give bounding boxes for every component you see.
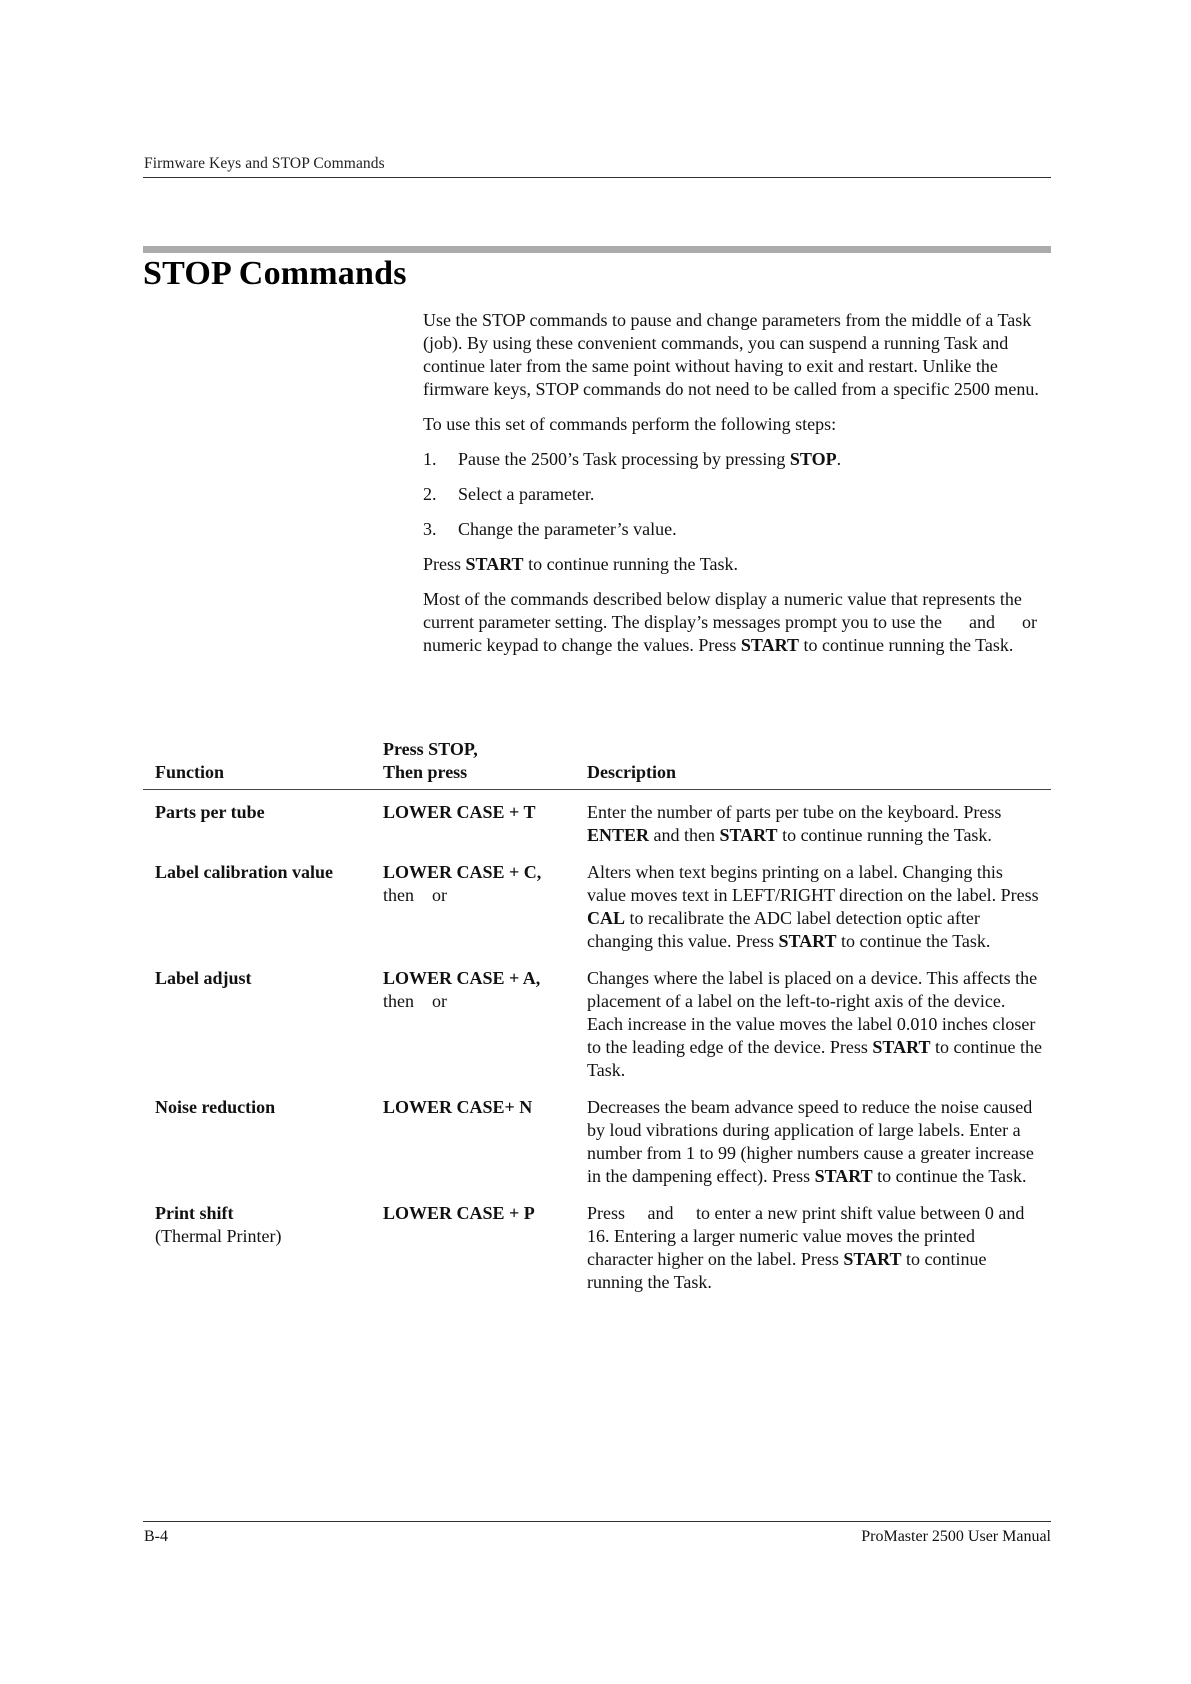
function-cell	[155, 967, 383, 1082]
page-title: STOP Commands	[143, 255, 407, 292]
description-text: Alters when text begins printing on a label. Changing this value moves text in LEFT/RIGHT direction on the label. Press	[587, 862, 1044, 905]
step-number: 2.	[423, 484, 437, 504]
key-cell	[383, 1096, 587, 1188]
function-cell	[155, 801, 383, 847]
steps-list	[423, 448, 1063, 541]
step-item	[423, 518, 1063, 541]
key-cell	[383, 801, 587, 847]
manual-title: ProMaster 2500 User Manual	[861, 1528, 1051, 1545]
function-cell	[155, 1096, 383, 1188]
key-name: ENTER	[587, 825, 650, 845]
steps-lead: To use this set of commands perform the following steps:	[423, 414, 837, 434]
step-text: Pause the 2500’s Task processing by pressing STOP.	[458, 449, 842, 469]
body-column	[423, 309, 1063, 657]
step-item	[423, 483, 1063, 506]
description-text: to continue running the Task.	[587, 1249, 991, 1292]
function-subtitle: (Thermal Printer)	[155, 1226, 282, 1246]
table-row	[155, 1096, 1051, 1188]
function-name: Label calibration value	[155, 862, 334, 882]
running-head: Firmware Keys and STOP Commands	[144, 155, 385, 172]
key-cell	[383, 861, 587, 953]
key-combo: LOWER CASE + C,	[383, 862, 542, 882]
function-cell	[155, 1202, 383, 1294]
table-header-rule	[143, 789, 1051, 790]
function-name: Parts per tube	[155, 802, 265, 822]
key-cell	[383, 967, 587, 1082]
table-body	[155, 801, 1051, 1294]
header-description: Description	[587, 762, 676, 782]
function-name: Noise reduction	[155, 1097, 276, 1117]
section-title-bar	[143, 246, 1051, 253]
description-cell	[587, 1096, 1051, 1188]
header-press: Press STOP, Then press	[383, 739, 478, 782]
key-combo: LOWER CASE + A,	[383, 968, 541, 988]
description-text: to recalibrate the ADC label detection optic after changing this value. Press	[587, 908, 985, 951]
description-text: to continue running the Task.	[777, 825, 992, 845]
key-name: CAL	[587, 908, 626, 928]
description-text: to continue the Task.	[836, 931, 991, 951]
note-paragraph: Most of the commands described below display a numeric value that represents the current parameter setting. The display’s messages prompt you to use the and or numeric keypad to change the values. Press START to continue running the Task.	[423, 589, 1038, 655]
key-then-arrows: then or	[383, 885, 447, 905]
step-number: 3.	[423, 519, 437, 539]
function-cell	[155, 861, 383, 953]
step-number: 1.	[423, 449, 437, 469]
step-text: Select a parameter.	[458, 484, 595, 504]
description-text: Press and to enter a new print shift value between 0 and 16. Entering a larger numeric value moves the printed character higher on the label. Press	[587, 1203, 1029, 1269]
page-number: B-4	[144, 1528, 168, 1545]
description-cell	[587, 967, 1051, 1082]
description-cell	[587, 801, 1051, 847]
key-name: START	[872, 1037, 931, 1057]
table-row	[155, 967, 1051, 1082]
key-combo: LOWER CASE+ N	[383, 1097, 533, 1117]
key-cell	[383, 1202, 587, 1294]
stop-commands-table	[155, 725, 1051, 1308]
description-text: and then	[649, 825, 720, 845]
key-combo: LOWER CASE + T	[383, 802, 536, 822]
intro-paragraph: Use the STOP commands to pause and change parameters from the middle of a Task (job). By using these convenient commands, you can suspend a running Task and continue later from the same point without having to exit and restart. Unlike the firmware keys, STOP commands do not need to be called from a specific 2500 menu.	[423, 310, 1039, 399]
step-item	[423, 448, 1063, 471]
key-name: START	[719, 825, 778, 845]
table-row	[155, 801, 1051, 847]
table-row	[155, 1202, 1051, 1294]
description-text: Enter the number of parts per tube on the keyboard. Press	[587, 802, 1006, 822]
description-text: Decreases the beam advance speed to reduce the noise caused by loud vibrations during application of large labels. Enter a number from 1 to 99 (higher numbers cause a greater increase in the dampening effect). Press	[587, 1097, 1039, 1186]
key-combo: LOWER CASE + P	[383, 1203, 535, 1223]
footer-rule	[143, 1521, 1051, 1522]
function-name: Print shift	[155, 1203, 234, 1223]
description-cell	[587, 861, 1051, 953]
key-then-arrows: then or	[383, 991, 447, 1011]
function-name: Label adjust	[155, 968, 252, 988]
header-rule	[143, 177, 1051, 178]
step-text: Change the parameter’s value.	[458, 519, 677, 539]
table-row	[155, 861, 1051, 953]
key-name: START	[843, 1249, 902, 1269]
description-text: to continue the Task.	[872, 1166, 1027, 1186]
press-start-instruction: Press START to continue running the Task.	[423, 554, 738, 574]
description-cell	[587, 1202, 1051, 1294]
key-name: START	[814, 1166, 873, 1186]
table-header-row	[155, 725, 1051, 784]
description-text: to continue the Task.	[587, 1037, 1047, 1080]
key-name: START	[778, 931, 837, 951]
header-function: Function	[155, 762, 225, 782]
description-text: Changes where the label is placed on a device. This affects the placement of a label on the left-to-right axis of the device. Each increase in the value moves the label 0.010 inches closer to the leading edge of the device. Press	[587, 968, 1042, 1057]
